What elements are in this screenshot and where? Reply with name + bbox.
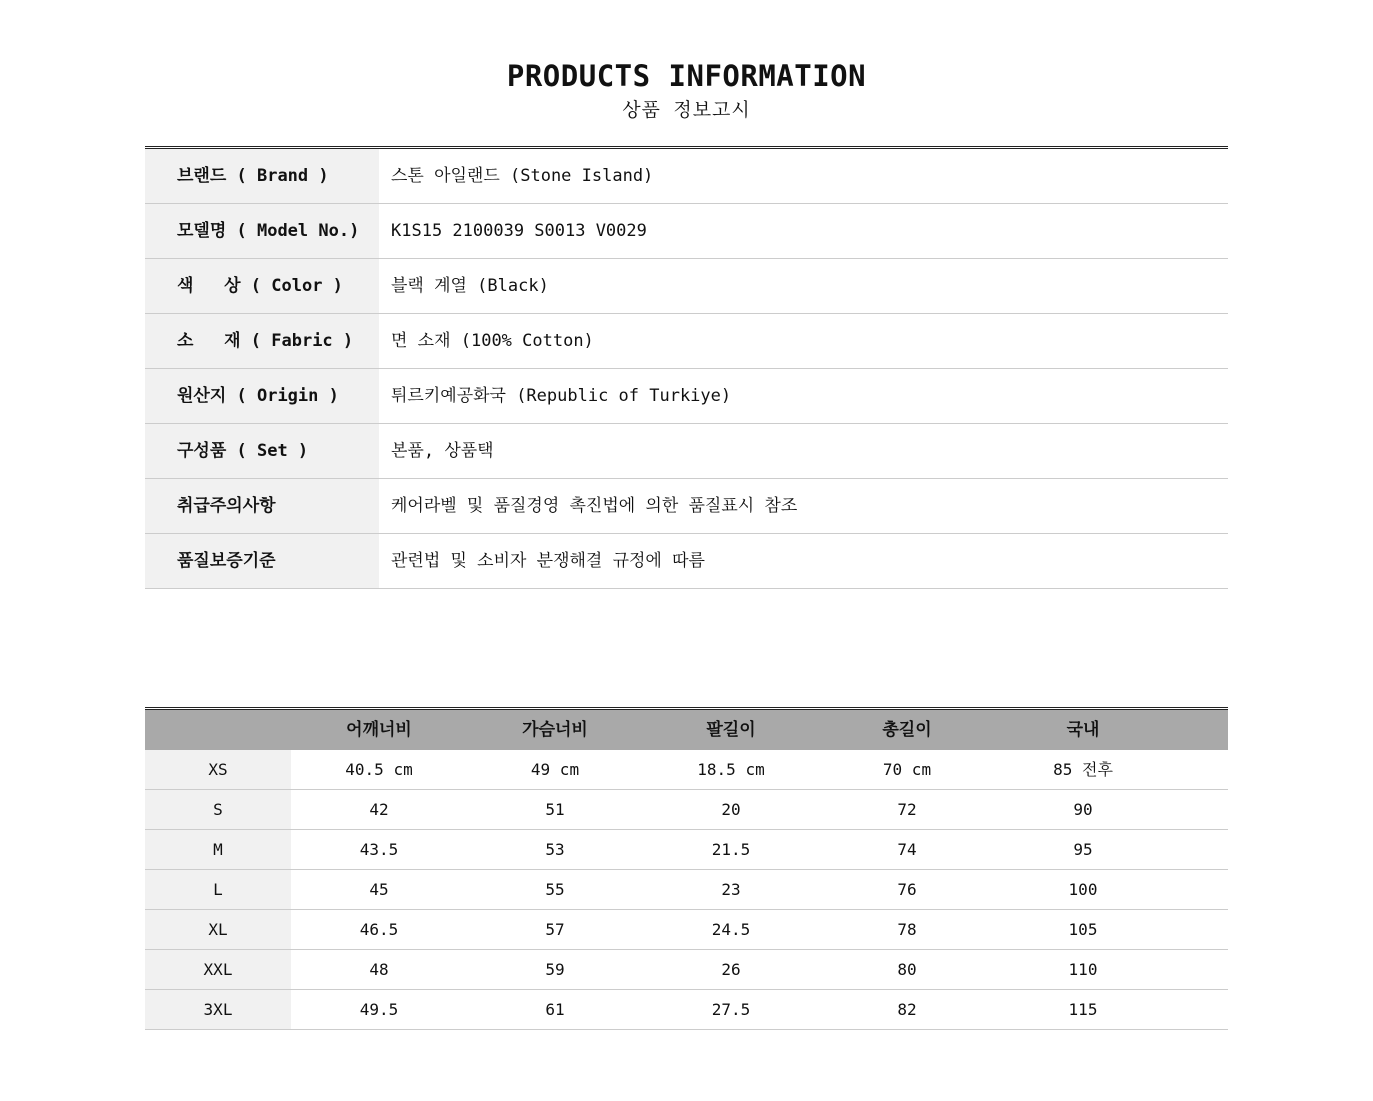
table-cell: 45	[369, 880, 389, 899]
table-row	[145, 790, 1228, 830]
table-row	[145, 870, 1228, 910]
info-value: 본품, 상품택	[391, 441, 494, 461]
info-value: 관련법 및 소비자 분쟁해결 규정에 따름	[391, 551, 705, 571]
size-label: S	[145, 790, 291, 829]
table-cell: 48	[369, 960, 389, 979]
header-cell: 국내	[1066, 720, 1100, 740]
table-cell-spacer	[1171, 910, 1228, 949]
table-cell: 23	[721, 880, 741, 899]
table-cell: 42	[369, 800, 389, 819]
table-cell-spacer	[1171, 870, 1228, 909]
table-cell: 43.5	[359, 840, 399, 859]
table-row	[145, 750, 1228, 790]
info-row-fabric	[145, 314, 1228, 369]
size-label: L	[145, 870, 291, 909]
table-cell: 115	[1068, 1000, 1098, 1019]
info-value: 스톤 아일랜드 (Stone Island)	[391, 166, 654, 186]
info-label: 취급주의사항	[145, 479, 379, 533]
table-cell: 95	[1073, 840, 1093, 859]
table-cell: 80	[897, 960, 917, 979]
size-label: XS	[145, 750, 291, 789]
size-label: M	[145, 830, 291, 869]
info-row-warranty	[145, 534, 1228, 589]
table-cell-spacer	[1171, 790, 1228, 829]
table-cell: 110	[1068, 960, 1098, 979]
table-cell: 85 전후	[1053, 760, 1113, 779]
page-subtitle: 상품 정보고시	[622, 99, 751, 121]
page-title: PRODUCTS INFORMATION	[506, 59, 867, 93]
table-cell: 76	[897, 880, 917, 899]
table-cell: 49.5	[359, 1000, 399, 1019]
product-info-table	[145, 146, 1228, 589]
table-cell: 100	[1068, 880, 1098, 899]
table-cell: 21.5	[711, 840, 751, 859]
info-label: 소 재 ( Fabric )	[145, 314, 379, 368]
table-cell: 49 cm	[530, 760, 580, 779]
table-cell: 74	[897, 840, 917, 859]
size-label: XXL	[145, 950, 291, 989]
info-value: 튀르키예공화국 (Republic of Turkiye)	[391, 386, 732, 406]
table-cell: 90	[1073, 800, 1093, 819]
header-cell	[145, 710, 291, 750]
size-table	[145, 707, 1228, 1030]
info-label: 브랜드 ( Brand )	[145, 149, 379, 203]
table-cell: 78	[897, 920, 917, 939]
size-label: 3XL	[145, 990, 291, 1029]
table-cell: 70 cm	[882, 760, 932, 779]
table-row	[145, 950, 1228, 990]
table-cell: 55	[545, 880, 565, 899]
table-cell: 20	[721, 800, 741, 819]
table-cell: 51	[545, 800, 565, 819]
info-label: 모델명 ( Model No.)	[145, 204, 379, 258]
table-cell-spacer	[1171, 950, 1228, 989]
info-value: 면 소재 (100% Cotton)	[391, 331, 594, 351]
info-row-care	[145, 479, 1228, 534]
table-cell: 61	[545, 1000, 565, 1019]
table-cell: 46.5	[359, 920, 399, 939]
table-cell: 53	[545, 840, 565, 859]
header-cell: 팔길이	[706, 720, 756, 740]
info-value: 케어라벨 및 품질경영 촉진법에 의한 품질표시 참조	[391, 496, 798, 516]
table-cell: 59	[545, 960, 565, 979]
table-cell: 105	[1068, 920, 1098, 939]
table-row	[145, 830, 1228, 870]
info-row-color	[145, 259, 1228, 314]
size-label: XL	[145, 910, 291, 949]
table-cell: 26	[721, 960, 741, 979]
info-label: 색 상 ( Color )	[145, 259, 379, 313]
info-value: K1S15 2100039 S0013 V0029	[391, 221, 647, 241]
table-row	[145, 910, 1228, 950]
table-cell: 18.5 cm	[697, 760, 765, 779]
table-cell-spacer	[1171, 830, 1228, 869]
table-cell: 27.5	[711, 1000, 751, 1019]
table-cell: 40.5 cm	[345, 760, 413, 779]
table-cell-spacer	[1171, 990, 1228, 1029]
info-label: 품질보증기준	[145, 534, 379, 588]
size-table-header	[145, 710, 1228, 750]
header-cell: 가슴너비	[522, 720, 588, 740]
header-cell-spacer	[1171, 710, 1228, 750]
table-cell: 82	[897, 1000, 917, 1019]
info-value: 블랙 계열 (Black)	[391, 276, 549, 296]
table-cell: 72	[897, 800, 917, 819]
header-cell: 어깨너비	[346, 720, 412, 740]
table-cell: 57	[545, 920, 565, 939]
table-cell-spacer	[1171, 750, 1228, 789]
info-row-brand	[145, 149, 1228, 204]
info-row-model	[145, 204, 1228, 259]
info-label: 원산지 ( Origin )	[145, 369, 379, 423]
table-row	[145, 990, 1228, 1030]
header-cell: 총길이	[882, 720, 932, 740]
info-row-set	[145, 424, 1228, 479]
info-label: 구성품 ( Set )	[145, 424, 379, 478]
info-row-origin	[145, 369, 1228, 424]
table-cell: 24.5	[711, 920, 751, 939]
